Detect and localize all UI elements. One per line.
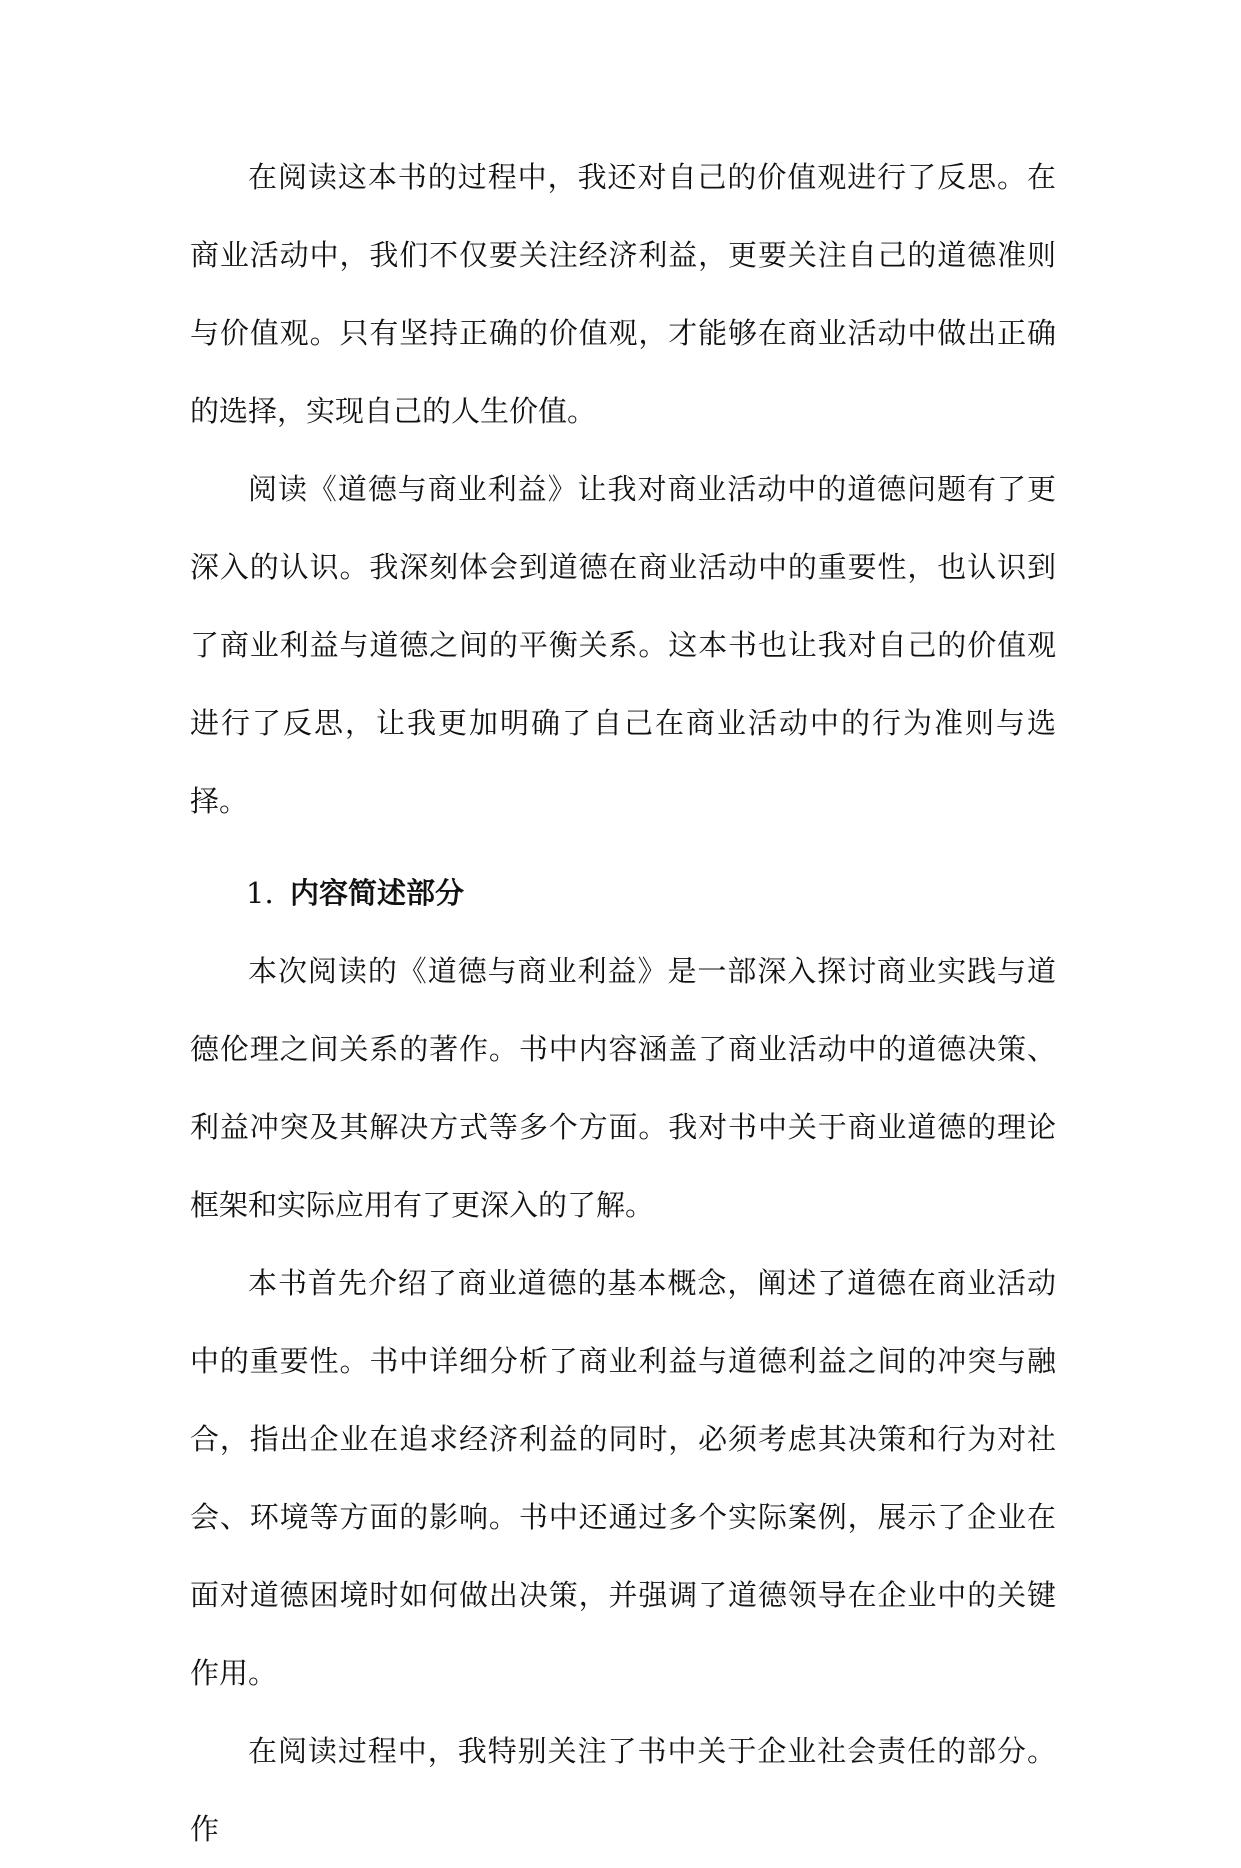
section-title: 内容简述部分 bbox=[290, 876, 465, 910]
section-number: 1. bbox=[246, 876, 274, 910]
paragraph-value-reflection: 在阅读这本书的过程中，我还对自己的价值观进行了反思。在商业活动中，我们不仅要关注经济利益，更要关注自己的道德准则与价值观。只有坚持正确的价值观，才能够在商业活动中做出正确的选择，实现自己的人生价值。 bbox=[190, 160, 1056, 428]
paragraph-book-content: 本书首先介绍了商业道德的基本概念，阐述了道德在商业活动中的重要性。书中详细分析了商业利益与道德利益之间的冲突与融合，指出企业在追求经济利益的同时，必须考虑其决策和行为对社会、环境等方面的影响。书中还通过多个实际案例，展示了企业在面对道德困境时如何做出决策，并强调了道德领导在企业中的关键作用。 bbox=[190, 1266, 1056, 1690]
section-heading bbox=[190, 854, 1056, 932]
paragraph-reading-summary: 阅读《道德与商业利益》让我对商业活动中的道德问题有了更深入的认识。我深刻体会到道德在商业活动中的重要性，也认识到了商业利益与道德之间的平衡关系。这本书也让我对自己的价值观进行了反思，让我更加明确了自己在商业活动中的行为准则与选择。 bbox=[190, 472, 1056, 818]
document-body bbox=[190, 138, 1056, 1868]
paragraph-social-responsibility: 在阅读过程中，我特别关注了书中关于企业社会责任的部分。作 bbox=[190, 1734, 1056, 1846]
paragraph-book-overview: 本次阅读的《道德与商业利益》是一部深入探讨商业实践与道德伦理之间关系的著作。书中内容涵盖了商业活动中的道德决策、利益冲突及其解决方式等多个方面。我对书中关于商业道德的理论框架和实际应用有了更深入的了解。 bbox=[190, 954, 1056, 1222]
